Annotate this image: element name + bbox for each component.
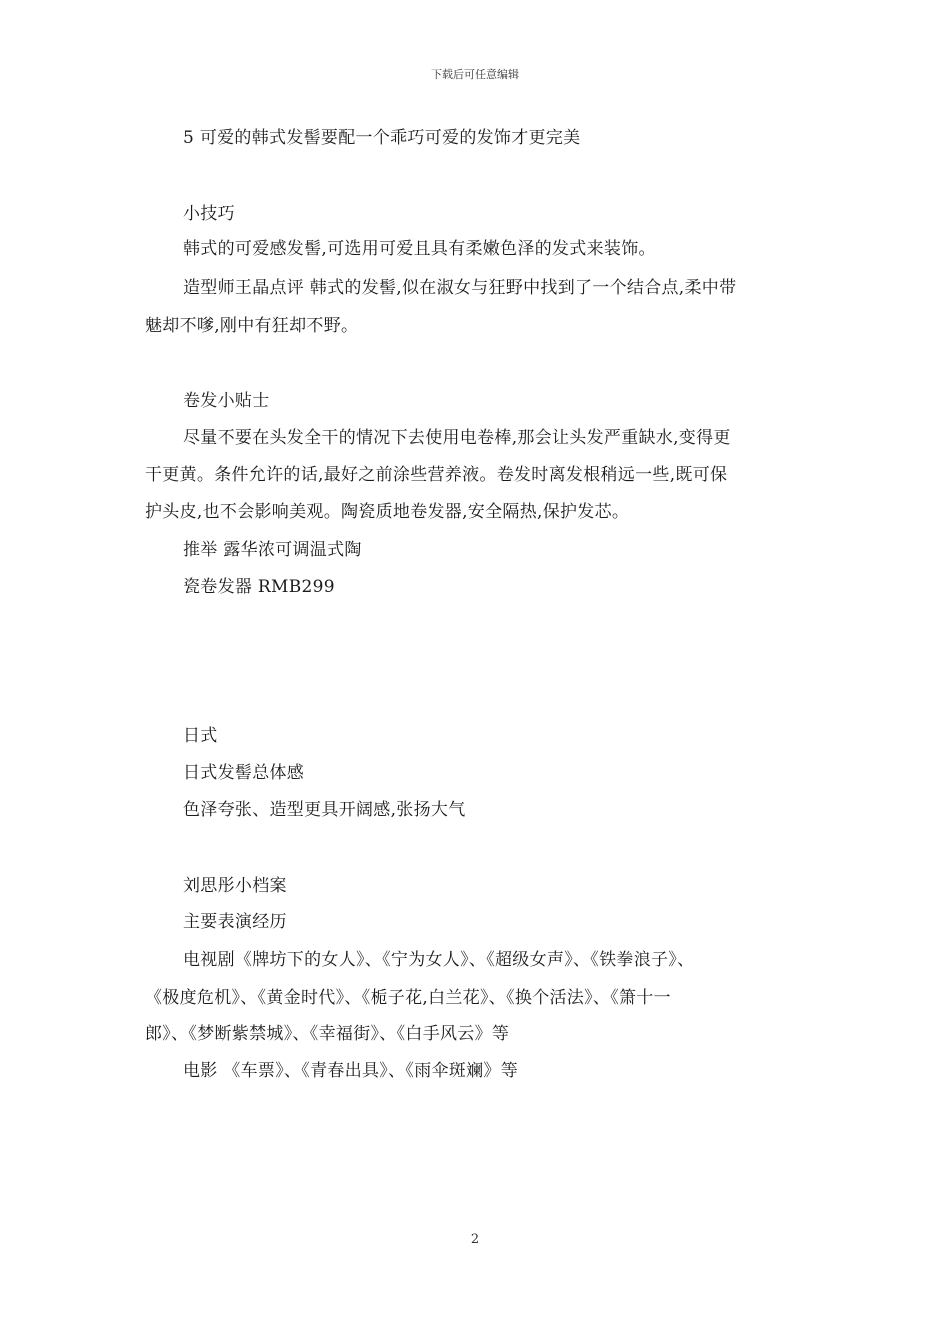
section-heading-japanese: 日式 — [183, 726, 218, 746]
paragraph-line: 尽量不要在头发全干的情况下去使用电卷棒,那会让头发严重缺水,变得更 — [183, 428, 731, 448]
paragraph-line: 郎》、《梦断紫禁城》、《幸福街》、《白手风云》等 — [145, 1024, 510, 1044]
paragraph-line: 推举 露华浓可调温式陶 — [183, 540, 362, 560]
section-heading-tips: 小技巧 — [183, 204, 235, 224]
paragraph-line: 日式发髻总体感 — [183, 763, 305, 783]
paragraph-line: 瓷卷发器 RMB299 — [183, 577, 335, 597]
paragraph-line: 造型师王晶点评 韩式的发髻,似在淑女与狂野中找到了一个结合点,柔中带 — [183, 278, 737, 298]
paragraph-line: 电视剧《牌坊下的女人》、《宁为女人》、《超级女声》、《铁拳浪子》、 — [183, 950, 695, 970]
paragraph-line: 《极度危机》、《黄金时代》、《栀子花,白兰花》、《换个活法》、《箫十一 — [145, 988, 671, 1008]
section-heading-profile: 刘思彤小档案 — [183, 876, 287, 896]
paragraph-line: 主要表演经历 — [183, 912, 287, 932]
paragraph-line: 电影 《车票》、《青春出具》、《雨伞斑斓》等 — [183, 1061, 519, 1081]
page-header: 下载后可任意编辑 — [431, 68, 519, 81]
paragraph-line: 韩式的可爱感发髻,可选用可爱且具有柔嫩色泽的发式来装饰。 — [183, 239, 656, 259]
paragraph-line: 5 可爱的韩式发髻要配一个乖巧可爱的发饰才更完美 — [183, 128, 581, 148]
page-number: 2 — [470, 1232, 480, 1247]
paragraph-line: 魅却不嗲,刚中有狂却不野。 — [145, 316, 359, 336]
section-heading-curl-tips: 卷发小贴士 — [183, 391, 270, 411]
paragraph-line: 干更黄。条件允许的话,最好之前涂些营养液。卷发时离发根稍远一些,既可保 — [145, 465, 728, 485]
paragraph-line: 色泽夸张、造型更具开阔感,张扬大气 — [183, 800, 466, 820]
paragraph-line: 护头皮,也不会影响美观。陶瓷质地卷发器,安全隔热,保护发芯。 — [145, 502, 630, 522]
